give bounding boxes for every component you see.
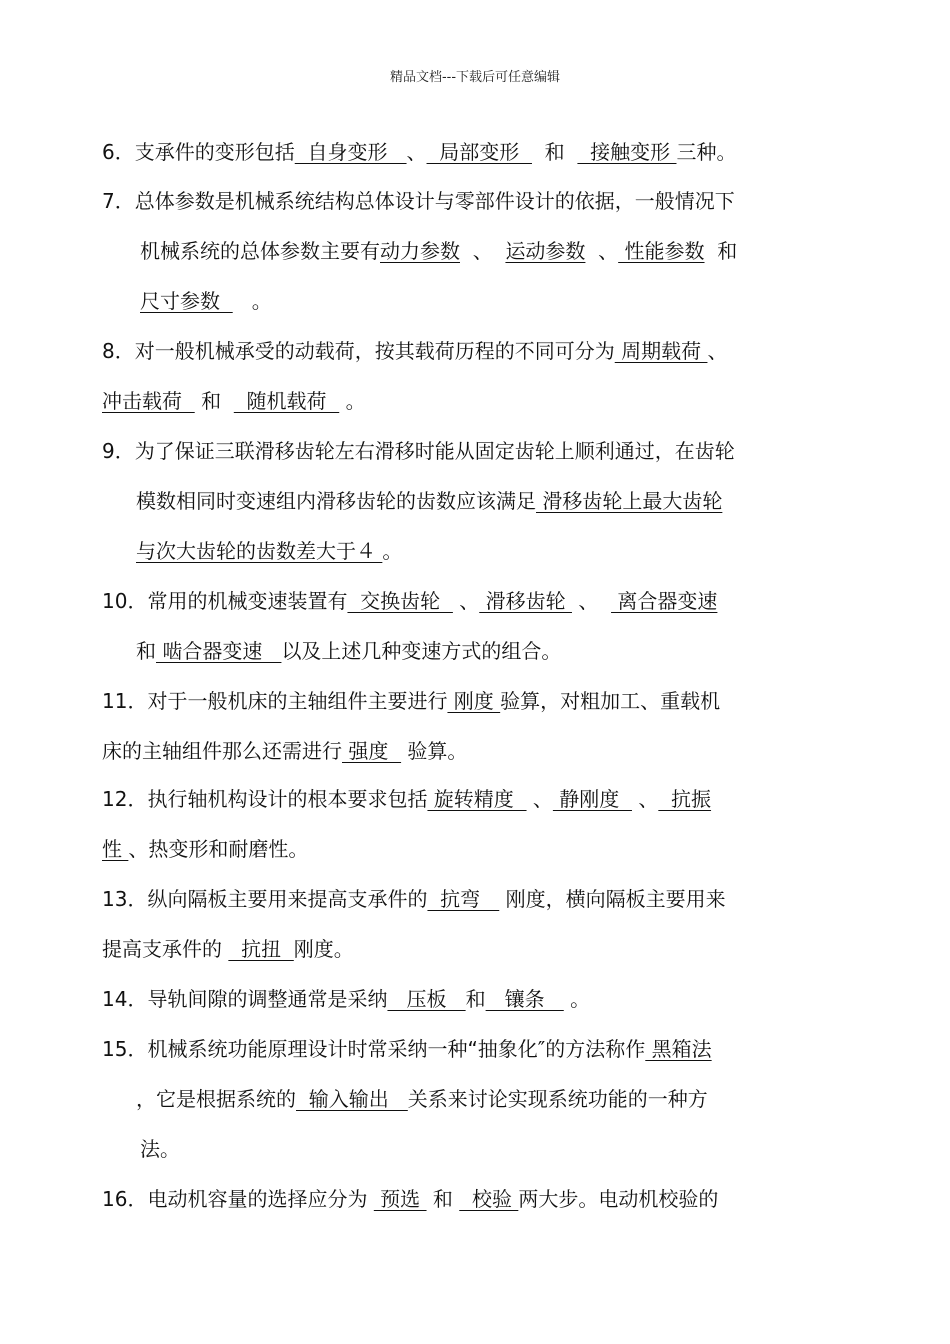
text-segment: 、热变形和耐磨性。 [128, 837, 309, 861]
answer-blank: 自身变形 [294, 140, 407, 164]
text-line [102, 339, 727, 363]
answer-blank: 接触变形 [577, 140, 677, 164]
text-segment: 和 [194, 389, 234, 413]
text-segment: 15．机械系统功能原理设计时常采纳一种“抽象化″的方法称作 [102, 1037, 646, 1061]
text-segment: 两大步。电动机校验的 [518, 1187, 719, 1211]
text-line [102, 887, 726, 911]
answer-blank: 静刚度 [552, 787, 632, 811]
text-line [102, 739, 467, 763]
text-segment: 8．对一般机械承受的动载荷，按其载荷历程的不同可分为 [102, 339, 615, 363]
text-segment: 7．总体参数是机械系统结构总体设计与零部件设计的依据，一般情况下 [102, 189, 735, 213]
text-segment: 刚度。 [293, 937, 354, 961]
answer-blank: 输入输出 [296, 1087, 408, 1111]
answer-blank: 动力参数 [380, 239, 460, 263]
text-segment: 。 [339, 389, 366, 413]
text-line [102, 787, 711, 811]
answer-blank: 冲击载荷 [102, 389, 195, 413]
text-segment: 。 [232, 289, 272, 313]
text-segment: 、 [406, 140, 427, 164]
text-segment: 13．纵向隔板主要用来提高支承件的 [102, 887, 428, 911]
text-segment: 、 [585, 239, 619, 263]
text-segment: 以及上述几种变速方式的组合。 [281, 639, 562, 663]
text-line [102, 937, 354, 961]
text-segment: 和 [136, 639, 156, 663]
answer-blank: 校验 [459, 1187, 519, 1211]
answer-blank: 随机载荷 [233, 389, 340, 413]
text-segment: 、 [452, 589, 480, 613]
answer-blank: 尺寸参数 [140, 289, 233, 313]
answer-blank: 刚度 [447, 689, 501, 713]
text-segment: ，它是根据系统的 [136, 1087, 296, 1111]
text-segment: 、 [526, 787, 553, 811]
answer-blank: 抗弯 [427, 887, 500, 911]
text-segment: 、 [460, 239, 506, 263]
answer-blank: 滑移齿轮上最大齿轮 [536, 489, 723, 513]
text-line [140, 239, 737, 263]
text-segment: 9．为了保证三联滑移齿轮左右滑移时能从固定齿轮上顺利通过，在齿轮 [102, 439, 735, 463]
text-segment: 、 [707, 339, 728, 363]
text-segment: 床的主轴组件那么还需进行 [102, 739, 342, 763]
answer-blank: 强度 [342, 739, 402, 763]
text-segment: 11．对于一般机床的主轴组件主要进行 [102, 689, 448, 713]
text-line [102, 140, 736, 164]
answer-blank: 局部变形 [426, 140, 532, 164]
text-line [102, 689, 720, 713]
text-segment: 验算。 [401, 739, 468, 763]
text-line [136, 639, 561, 663]
page-header: 精品文档---下载后可任意编辑 [389, 70, 561, 85]
answer-blank: 抗振 [658, 787, 712, 811]
answer-blank: 离合器变速 [611, 589, 718, 613]
text-segment: 16．电动机容量的选择应分为 [102, 1187, 374, 1211]
text-line [102, 389, 366, 413]
answer-blank: 与次大齿轮的齿数差大于４ [136, 539, 383, 563]
answer-blank: 性 [102, 837, 129, 861]
text-segment: 和 [426, 1187, 460, 1211]
text-line [102, 987, 590, 1011]
answer-blank: 镶条 [485, 987, 564, 1011]
text-line [102, 589, 717, 613]
text-segment: 和 [531, 140, 578, 164]
answer-blank: 旋转精度 [427, 787, 527, 811]
answer-blank: 预选 [373, 1187, 427, 1211]
text-segment: 机械系统的总体参数主要有 [140, 239, 380, 263]
text-segment: 模数相同时变速组内滑移齿轮的齿数应该满足 [136, 489, 536, 513]
answer-blank: 压板 [387, 987, 466, 1011]
text-segment: 。 [563, 987, 591, 1011]
text-segment: 刚度，横向隔板主要用来 [499, 887, 726, 911]
text-line [136, 489, 722, 513]
answer-blank: 抗扭 [228, 937, 294, 961]
text-segment: 6．支承件的变形包括 [102, 140, 295, 164]
text-line [140, 289, 272, 313]
text-segment: 14．导轨间隙的调整通常是采纳 [102, 987, 388, 1011]
answer-blank: 黑箱法 [645, 1037, 712, 1061]
text-segment: 法。 [140, 1137, 180, 1161]
text-line [136, 539, 402, 563]
text-line [140, 1137, 180, 1161]
answer-blank: 周期载荷 [614, 339, 708, 363]
text-line [102, 439, 735, 463]
text-line [102, 1187, 718, 1211]
text-segment: 关系来讨论实现系统功能的一种方 [407, 1087, 708, 1111]
answer-blank: 滑移齿轮 [479, 589, 572, 613]
text-segment: 。 [382, 539, 403, 563]
text-line [102, 189, 735, 213]
text-segment: 、 [571, 589, 612, 613]
text-segment: 验算，对粗加工、重载机 [500, 689, 721, 713]
answer-blank: 交换齿轮 [347, 589, 453, 613]
text-segment: 和 [465, 987, 486, 1011]
text-line [136, 1087, 708, 1111]
text-segment: 12．执行轴机构设计的根本要求包括 [102, 787, 428, 811]
text-segment: 、 [631, 787, 659, 811]
answer-blank: 运动参数 [505, 239, 586, 263]
answer-blank: 性能参数 [618, 239, 705, 263]
answer-blank: 啮合器变速 [156, 639, 282, 663]
text-segment: 三种。 [676, 140, 737, 164]
text-segment: 10．常用的机械变速装置有 [102, 589, 348, 613]
text-line [102, 1037, 712, 1061]
text-line [102, 837, 308, 861]
text-segment: 提高支承件的 [102, 937, 229, 961]
text-segment: 和 [704, 239, 738, 263]
